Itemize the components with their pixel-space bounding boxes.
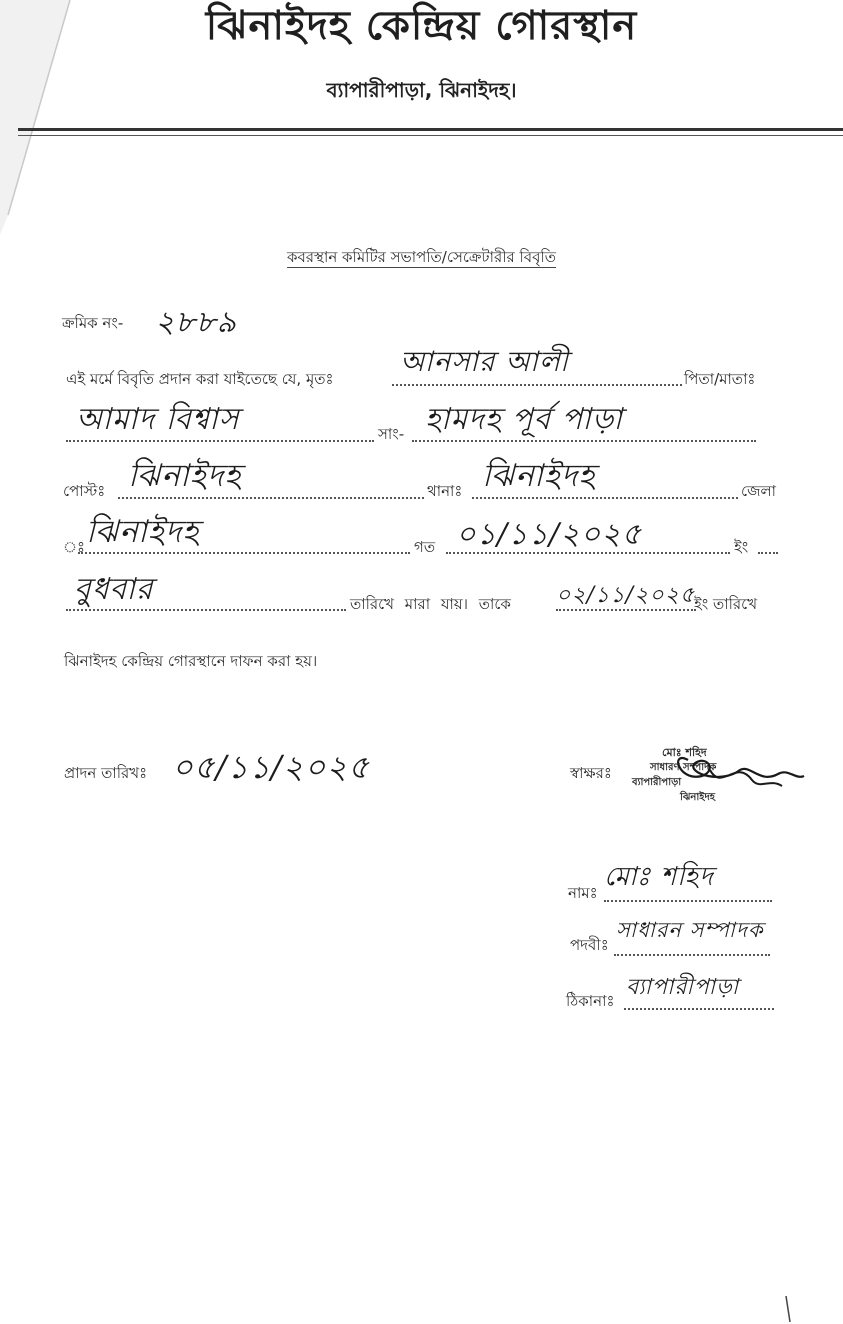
signature-label: স্বাক্ষরঃ (570, 764, 612, 782)
signature-scribble (610, 740, 810, 810)
signatory-address-dotted-line (624, 1008, 774, 1010)
father-mother-label: পিতা/মাতাঃ (684, 370, 756, 388)
signatory-name-value: মোঃ শহিদ (604, 862, 714, 892)
cemetery-title: ঝিনাইদহ কেন্দ্রিয় গোরস্থান (205, 3, 638, 49)
district-label: জেলা (741, 482, 777, 500)
designation-label: পদবীঃ (570, 936, 609, 954)
post-label: পোস্টঃ (63, 482, 106, 500)
year-dotted-tail (758, 552, 778, 554)
serial-label: ক্রমিক নং- (62, 314, 124, 332)
designation-value: সাধারন সম্পাদক (616, 918, 764, 942)
official-stamp (610, 740, 810, 810)
district-value: ঝিনাইদহ (86, 514, 200, 550)
statement-heading (0, 246, 843, 271)
header-rule-thick (18, 128, 843, 131)
stamp-line-district: ঝিনাইদহ (680, 792, 716, 803)
village-value: হামদহ পূর্ব পাড়া (425, 402, 623, 437)
intro-label: এই মর্মে বিবৃতি প্রদান করা যাইতেছে যে, মৃতঃ (66, 370, 334, 388)
thana-value: ঝিনাইদহ (482, 458, 596, 494)
died-text: তারিখে মারা যায়। তাকে (350, 595, 511, 613)
burial-suffix: ইং তারিখে (694, 595, 758, 613)
stamp-line-designation: সাধারণ সম্পাদক (650, 762, 717, 773)
post-value: ঝিনাইদহ (128, 458, 242, 494)
stamp-line-place: ব্যাপারীপাড়া (632, 777, 682, 788)
deceased-name: আনসার আলী (400, 345, 569, 378)
statement-heading-text: কবরস্থান কমিটির সভাপতি/সেক্রেটারীর বিবৃতি (286, 248, 557, 266)
burial-date: ০২/১১/২০২৫ (556, 583, 696, 608)
serial-value: ২৮৮৯ (155, 305, 237, 340)
designation-dotted-line (614, 954, 770, 956)
issue-date-label: প্রাদন তারিখঃ (64, 764, 148, 782)
signatory-name-dotted-line (604, 900, 772, 902)
district-colon: ঃ (63, 538, 86, 556)
signatory-address-value: ব্যাপারীপাড়া (626, 975, 740, 1000)
gata-label: গত (414, 538, 436, 556)
english-year-label: ইং (734, 538, 749, 556)
signatory-address-label: ঠিকানাঃ (566, 992, 615, 1010)
father-mother-value: আমাদ বিশ্বাস (76, 402, 240, 437)
stamp-line-name: মোঃ শহিদ (662, 746, 707, 759)
death-date: ০১/১১/২০২৫ (456, 517, 643, 552)
signatory-name-label: নামঃ (568, 884, 598, 902)
closing-text: ঝিনাইদহ কেন্দ্রিয় গোরস্থানে দাফন করা হয়। (64, 652, 318, 670)
cemetery-address: ব্যাপারীপাড়া, ঝিনাইদহ। (326, 78, 517, 102)
header-rule-thin (18, 135, 843, 136)
day-value: বুধবার (74, 572, 154, 607)
issue-date-value: ০৫/১১/২০২৫ (172, 748, 370, 786)
thana-label: থানাঃ (427, 482, 463, 500)
village-label: সাং- (378, 425, 405, 443)
